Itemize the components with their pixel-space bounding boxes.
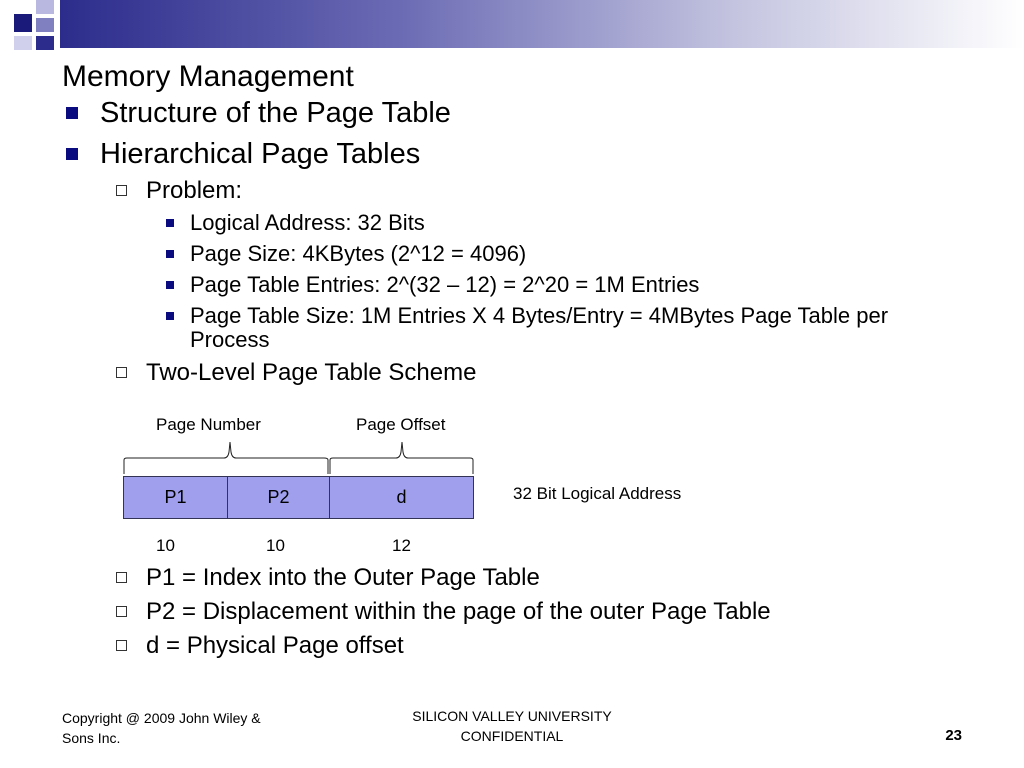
- definition-text: d = Physical Page offset: [146, 632, 404, 659]
- header-square-dark: [14, 14, 32, 32]
- detail-text: Page Table Size: 1M Entries X 4 Bytes/Entry = 4MBytes Page Table per Process: [190, 303, 889, 352]
- header-square-light: [36, 0, 54, 14]
- bullet-text: Hierarchical Page Tables: [100, 138, 421, 170]
- address-field-p1: P1: [123, 476, 228, 519]
- small-square-icon: [166, 312, 174, 320]
- address-field-d: d: [329, 476, 474, 519]
- slide-title: Memory Management: [62, 60, 354, 93]
- bullet-square-icon: [66, 148, 78, 160]
- hollow-square-icon: [116, 367, 127, 378]
- bullet-text: Structure of the Page Table: [100, 97, 451, 129]
- header-band: [60, 0, 1024, 48]
- sub-bullet-text: Problem:: [146, 177, 243, 204]
- footer-copyright: Copyright @ 2009 John Wiley & Sons Inc.: [62, 710, 261, 746]
- address-caption: 32 Bit Logical Address: [513, 484, 682, 503]
- page-number: 23: [945, 727, 962, 744]
- bits-d: 12: [392, 536, 411, 555]
- header-square-mid: [36, 18, 54, 32]
- page-number-label: Page Number: [156, 415, 261, 434]
- sub-bullet-text: Two-Level Page Table Scheme: [146, 359, 477, 386]
- small-square-icon: [166, 250, 174, 258]
- footer-confidential: SILICON VALLEY UNIVERSITY CONFIDENTIAL: [412, 708, 612, 744]
- bits-p1: 10: [156, 536, 175, 555]
- header-square-pale: [14, 36, 32, 50]
- brace-lines: [118, 438, 480, 478]
- hollow-square-icon: [116, 572, 127, 583]
- page-offset-label: Page Offset: [356, 415, 446, 434]
- hollow-square-icon: [116, 606, 127, 617]
- address-field-p2: P2: [227, 476, 330, 519]
- detail-text: Page Size: 4KBytes (2^12 = 4096): [190, 241, 527, 266]
- definition-text: P1 = Index into the Outer Page Table: [146, 564, 540, 591]
- bits-p2: 10: [266, 536, 285, 555]
- detail-text: Page Table Entries: 2^(32 – 12) = 2^20 = 1M Entries: [190, 272, 700, 297]
- header-square-dark2: [36, 36, 54, 50]
- small-square-icon: [166, 219, 174, 227]
- definition-text: P2 = Displacement within the page of the outer Page Table: [146, 598, 771, 625]
- detail-text: Logical Address: 32 Bits: [190, 210, 425, 235]
- hollow-square-icon: [116, 640, 127, 651]
- bullet-square-icon: [66, 107, 78, 119]
- hollow-square-icon: [116, 185, 127, 196]
- small-square-icon: [166, 281, 174, 289]
